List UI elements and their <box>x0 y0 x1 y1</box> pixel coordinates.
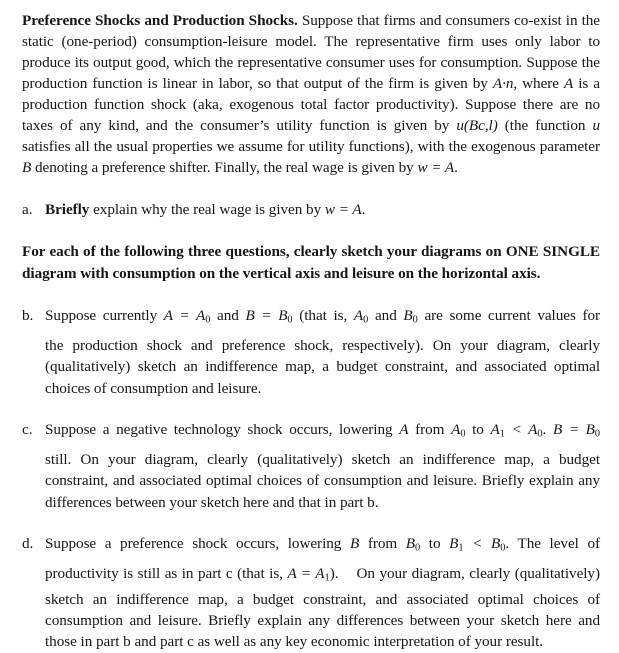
intro-body-1: Suppose that firms and consumers co-exist in the static (one-period) consumption-leisure model. The representative firm uses only labor to produce its output good, which the representative consumer uses for consumption. Suppose the production function is linear in labor, so that output of the firm is given by <box>22 12 601 92</box>
math-d-b0-sub: 0 <box>415 542 421 554</box>
math-a0-base: A <box>353 307 364 325</box>
question-b-text-4: and <box>374 307 397 325</box>
math-d-b: B <box>349 535 360 553</box>
math-w-equals-a: w = A <box>417 159 455 176</box>
question-d-text-3: to <box>428 535 441 553</box>
math-a0-sub: 0 <box>363 314 369 326</box>
math-d-lt-b0-base: < B <box>472 535 501 553</box>
math-d-lt-b0-sub: 0 <box>500 542 506 554</box>
math-c-a1-sub: 1 <box>499 428 505 440</box>
math-utility-function: u(Bc,l) <box>456 117 498 134</box>
question-a-bold-lead: Briefly <box>45 201 90 218</box>
question-d-text-1: Suppose a preference shock occurs, lowering <box>45 535 342 553</box>
question-d-rest-text-3: On your diagram, clearly (qualitatively) sketch an indifference map, a budget constraint, and associated optimal choices of consumption and leisure. Briefly explain any differences between your sketch here and those in part b and part c as well as any key economic interpretation of your result. <box>45 564 600 651</box>
math-c-a1-base: A <box>490 421 500 439</box>
math-d-b0 <box>406 535 420 552</box>
question-c-text-4: . <box>542 421 547 439</box>
question-c-text-2: from <box>415 421 445 439</box>
question-d-text-4: . The level of <box>505 535 600 553</box>
math-w-equals-a-part-a: w = A <box>324 201 362 218</box>
question-a-body <box>45 201 365 218</box>
math-c-lt-a0-base: < A <box>511 421 538 439</box>
intro-body-6: denoting a preference shifter. Finally, the real wage is given by <box>34 159 414 176</box>
question-d-rest-text-2: ). <box>329 564 339 582</box>
question-c-rest: still. On your diagram, clearly (qualitatively) sketch an indifference map, a budget constraint, and associated optimal choices of consumption and leisure. Briefly explain any differences between your sketch here and that in part b. <box>45 450 600 511</box>
math-c-lt-a0-sub: 0 <box>537 428 543 440</box>
math-b0-base: B <box>403 307 413 325</box>
question-b-text-1: Suppose currently <box>45 307 158 325</box>
math-c-lt-a0 <box>505 421 543 438</box>
math-d-b0-base: B <box>405 535 415 553</box>
math-u: u <box>592 117 601 134</box>
intro-body-4: (the function <box>504 117 586 134</box>
question-item-a <box>22 199 600 220</box>
math-d-a-equals-a1-base: A = A <box>287 564 325 582</box>
math-a-equals-a0-sub: 0 <box>205 314 211 326</box>
question-a-text-1: explain why the real wage is given by <box>93 201 322 218</box>
question-b-first-line <box>45 305 600 331</box>
question-marker-b: b. <box>22 307 34 325</box>
intro-body-7: . <box>454 159 458 176</box>
question-marker-c: c. <box>22 421 33 439</box>
question-b-text-3: (that is, <box>299 307 348 325</box>
question-d-first-line <box>45 533 600 559</box>
question-marker-a: a. <box>22 201 33 218</box>
math-c-b-equals-b0 <box>553 421 600 438</box>
intro-heading: Preference Shocks and Production Shocks. <box>22 12 298 29</box>
math-d-b1-base: B <box>449 535 459 553</box>
math-d-lt-b0 <box>464 535 506 552</box>
math-b0 <box>403 307 417 324</box>
question-c-first-line <box>45 419 600 445</box>
math-c-a0-sub: 0 <box>460 428 466 440</box>
math-a-equals-a0-base: A = A <box>163 307 206 325</box>
question-b-text-5: are some current values for <box>424 307 601 325</box>
question-c-text-1: Suppose a negative technology shock occurs, lowering <box>45 421 393 439</box>
math-c-a0 <box>451 421 465 438</box>
question-item-b <box>22 305 600 399</box>
math-d-b1 <box>449 535 463 552</box>
math-b-equals-b0-base: B = B <box>245 307 288 325</box>
math-b-equals-b0 <box>245 307 292 324</box>
question-b-text-2: and <box>217 307 239 325</box>
intro-paragraph <box>22 10 600 178</box>
question-d-rest-text-1: productivity is still as in part c (that is, <box>45 564 283 582</box>
math-a: A <box>564 75 574 92</box>
question-c-text-3: to <box>472 421 484 439</box>
math-d-a-equals-a1 <box>287 565 329 582</box>
question-marker-d: d. <box>22 535 34 553</box>
question-d-text-2: from <box>367 535 398 553</box>
question-b-rest: the production shock and preference shock, respectively). On your diagram, clearly (qualitatively) sketch an indifference map, a budget constraint, and associated optimal choices of consumption and leisure. <box>45 337 600 397</box>
math-c-a0-base: A <box>451 421 461 439</box>
intro-body-2: , where <box>513 75 559 92</box>
intro-body-5: satisfies all the usual properties we assume for utility functions), with the exogenous parameter <box>22 138 600 155</box>
math-c-b-equals-b0-base: B = B <box>552 421 595 439</box>
math-c-a: A <box>399 421 409 439</box>
question-item-c <box>22 419 600 513</box>
math-b0-sub: 0 <box>412 314 418 326</box>
instruction-paragraph: For each of the following three questions, clearly sketch your diagrams on ONE SINGLE diagram with consumption on the vertical axis and leisure on the horizontal axis. <box>22 243 600 282</box>
math-d-a-equals-a1-sub: 1 <box>324 572 330 584</box>
math-c-b-equals-b0-sub: 0 <box>594 428 601 440</box>
math-a0 <box>354 307 368 324</box>
question-d-rest <box>45 563 600 653</box>
math-d-b1-sub: 1 <box>458 542 464 554</box>
math-b: B <box>22 159 32 176</box>
intro-body-3: is a production function shock (aka, exogenous total factor productivity). Suppose there are no taxes of any kind, and the consumer’s utility function is given by <box>22 75 601 134</box>
math-b-equals-b0-sub: 0 <box>287 314 293 326</box>
math-a-equals-a0 <box>164 307 211 324</box>
math-c-a1 <box>491 421 505 438</box>
math-a-dot-n: A·n <box>492 75 514 92</box>
question-a-text-2: . <box>361 201 366 218</box>
